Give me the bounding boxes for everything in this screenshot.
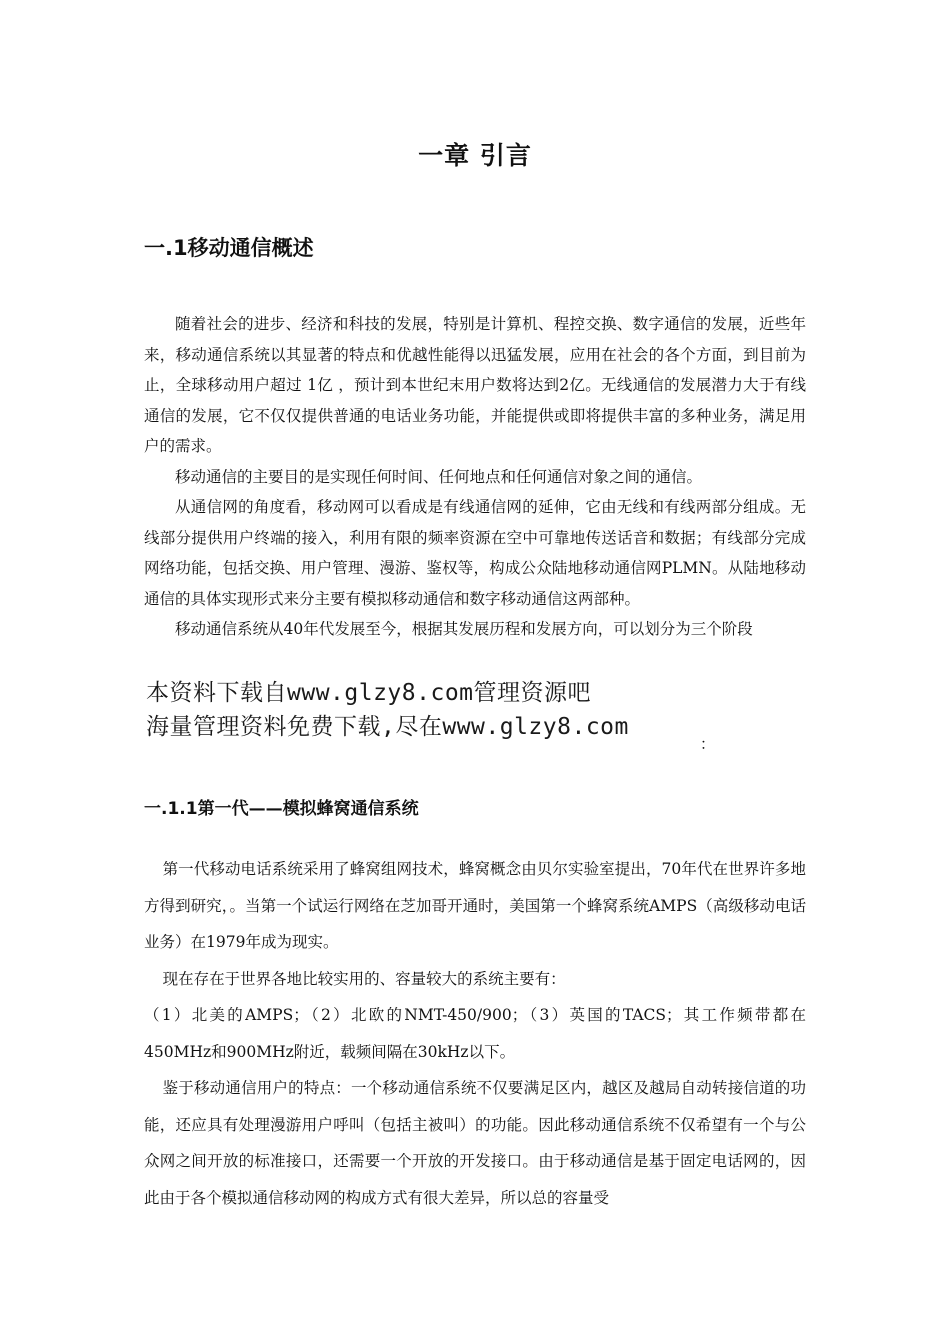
subsection-body: [144, 851, 806, 1216]
paragraph: 随着社会的进步、经济和科技的发展，特别是计算机、程控交换、数字通信的发展，近些年来，移动通信系统以其显著的特点和优越性能得以迅猛发展，应用在社会的各个方面，到目前为止，全球移动用户超过 1亿 ，预计到本世纪末用户数将达到2亿。无线通信的发展潜力大于有线通信的发展，它不仅仅提供普通的电话业务功能，并能提供或即将提供丰富的多种业务，满足用户的需求。: [144, 315, 806, 455]
watermark-line: 本资料下载自www.glzy8.com管理资源吧: [146, 680, 592, 706]
paragraph: 第一代移动电话系统采用了蜂窝组网技术，蜂窝概念由贝尔实验室提出，70年代在世界许多地方得到研究，。当第一个试运行网络在芝加哥开通时，美国第一个蜂窝系统AMPS（高级移动电话业务）在1979年成为现实。: [144, 860, 806, 951]
paragraph: 移动通信系统从40年代发展至今，根据其发展历程和发展方向，可以划分为三个阶段: [175, 620, 753, 638]
paragraph: 鉴于移动通信用户的特点：一个移动通信系统不仅要满足区内，越区及越局自动转接信道的功能，还应具有处理漫游用户呼叫（包括主被叫）的功能。因此移动通信系统不仅希望有一个与公众网之间开放的标准接口，还需要一个开放的开发接口。由于移动通信是基于固定电话网的，因此由于各个模拟通信移动网的构成方式有很大差异，所以总的容量受: [144, 1079, 806, 1207]
subsection-title: 一.1.1第一代——模拟蜂窝通信系统: [144, 799, 419, 819]
chapter-title: 一章 引言: [418, 141, 532, 170]
paragraph: 现在存在于世界各地比较实用的、容量较大的系统主要有：: [162, 969, 566, 988]
paragraph: 从通信网的角度看，移动网可以看成是有线通信网的延伸，它由无线和有线两部分组成。无线部分提供用户终端的接入，利用有限的频率资源在空中可靠地传送话音和数据；有线部分完成网络功能，包括交换、用户管理、漫游、鉴权等，构成公众陆地移动通信网PLMN。从陆地移动通信的具体实现形式来分主要有模拟移动通信和数字移动通信这两部种。: [144, 498, 806, 608]
download-watermark: [146, 676, 629, 744]
paragraph: （1）北美的AMPS；（2）北欧的NMT-450/900；（3）英国的TACS；其工作频带都在450MHz和900MHz附近，载频间隔在30kHz以下。: [144, 1006, 806, 1061]
section-body: [144, 309, 806, 645]
colon-mark: ：: [700, 735, 716, 753]
watermark-line: 海量管理资料免费下载,尽在www.glzy8.com: [146, 714, 629, 740]
paragraph: 移动通信的主要目的是实现任何时间、任何地点和任何通信对象之间的通信。: [175, 467, 703, 486]
section-title: 一.1移动通信概述: [144, 236, 314, 260]
